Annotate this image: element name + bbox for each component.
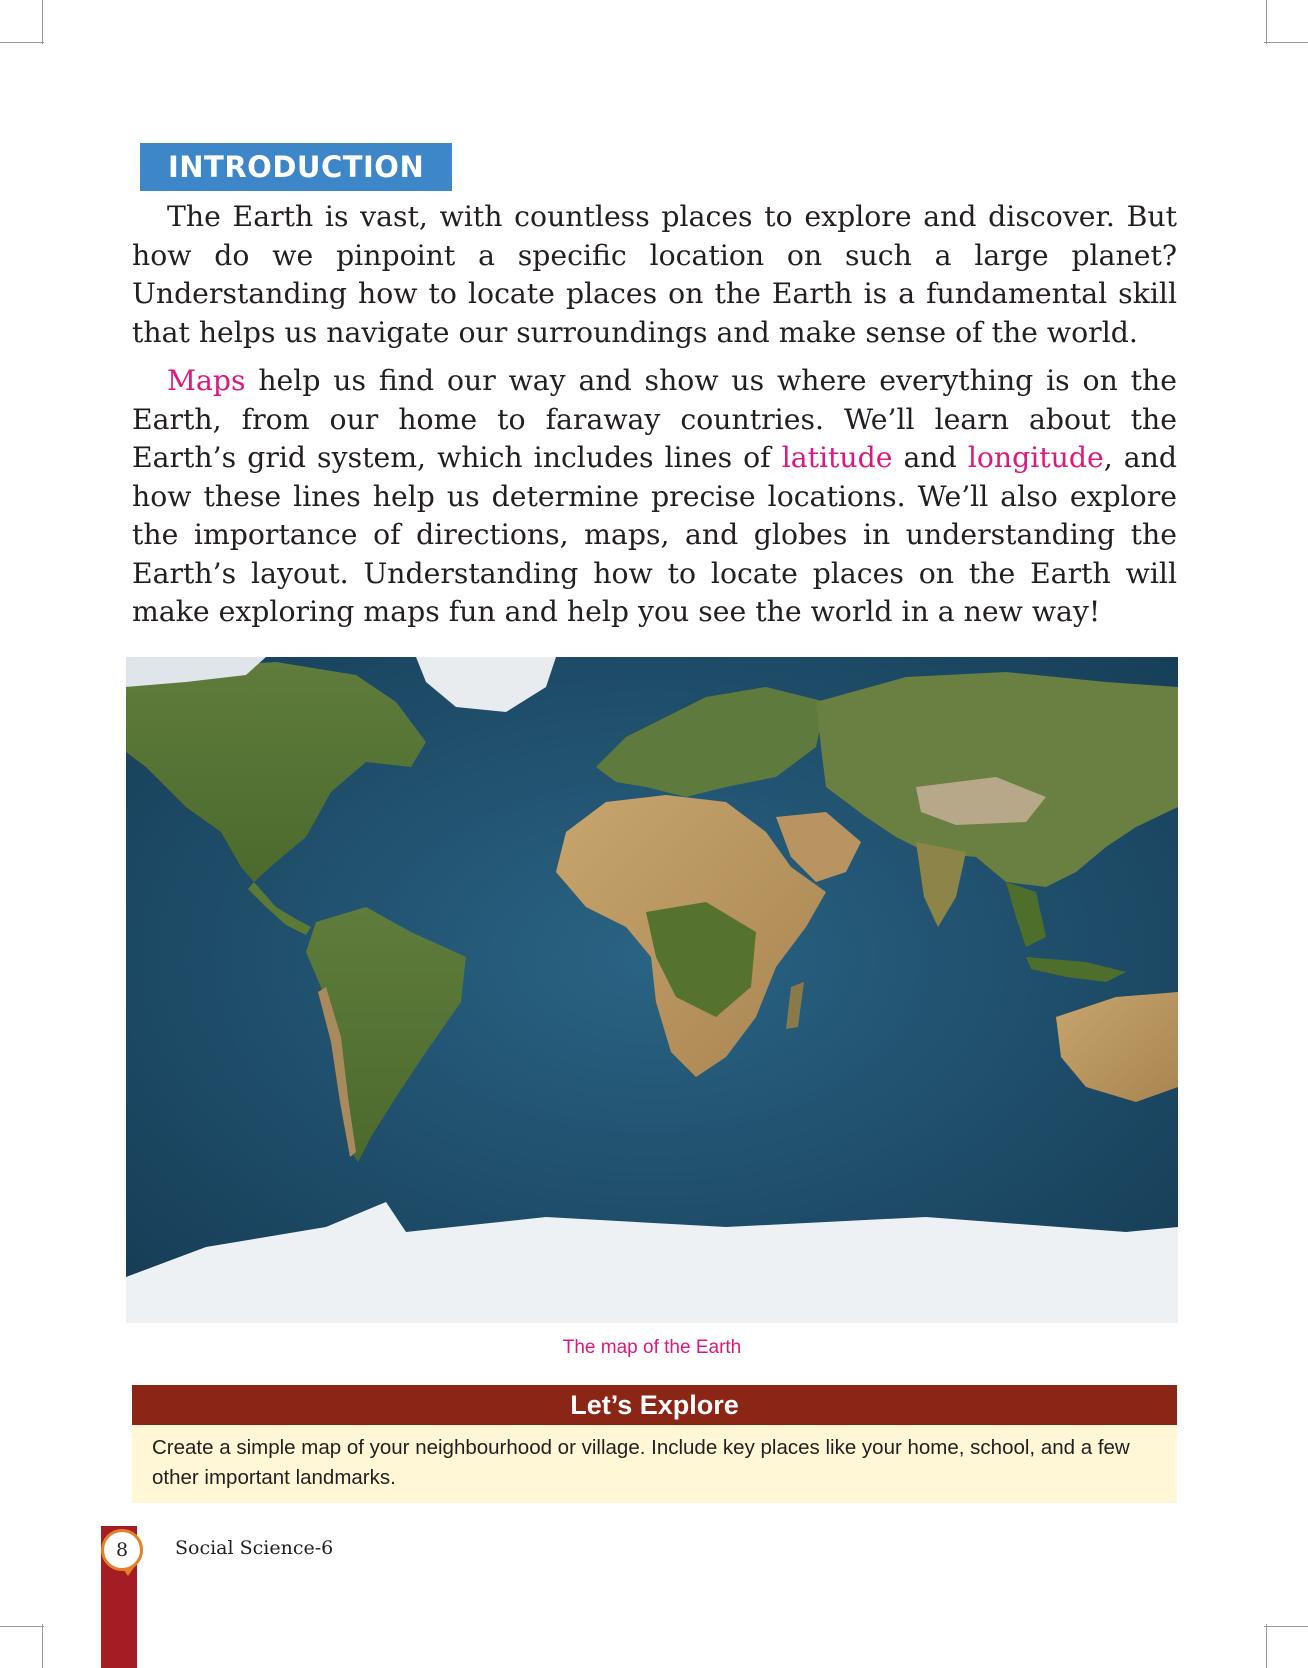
- lets-explore-text: Create a simple map of your neighbourhood or village. Include key places like your home, school, and a few other important landmarks.: [152, 1436, 1130, 1489]
- section-heading: INTRODUCTION: [140, 143, 452, 191]
- paragraph-text: and: [892, 441, 968, 474]
- crop-mark: [0, 42, 44, 43]
- crop-mark: [1266, 0, 1267, 44]
- lets-explore-box: [132, 1385, 1177, 1503]
- term-latitude: latitude: [781, 441, 893, 474]
- crop-mark: [0, 1626, 44, 1627]
- term-longitude: longitude: [967, 441, 1104, 474]
- crop-mark: [1264, 42, 1308, 43]
- paragraph-text: help us find our way and show us where everything is on the Earth, from our home to faraway countries. We’ll learn about the Earth’s grid system, which includes lines of: [132, 364, 1177, 474]
- page-number: 8: [101, 1529, 143, 1571]
- intro-paragraph-2: [132, 362, 1177, 632]
- crop-mark: [1266, 1624, 1267, 1668]
- figure-caption: The map of the Earth: [562, 1337, 742, 1358]
- crop-mark: [42, 1624, 43, 1668]
- crop-mark: [42, 0, 43, 44]
- world-map-image: [126, 657, 1178, 1323]
- book-title: Social Science-6: [175, 1537, 334, 1559]
- lets-explore-title: Let’s Explore: [132, 1385, 1177, 1425]
- intro-paragraph-1: The Earth is vast, with countless places to explore and discover. But how do we pinpoint a specific location on such a large planet? Understanding how to locate places on the Earth is a fundamental skill that helps us navigate our surroundings and make sense of the world.: [132, 200, 1177, 349]
- term-maps: Maps: [167, 364, 246, 397]
- crop-mark: [1264, 1626, 1308, 1627]
- paragraph-text: , and how these lines help us determine precise locations. We’ll also explore the importance of directions, maps, and globes in understanding the Earth’s layout. Understanding how to locate places on the Earth will make exploring maps fun and help you see the world in a new way!: [132, 441, 1177, 628]
